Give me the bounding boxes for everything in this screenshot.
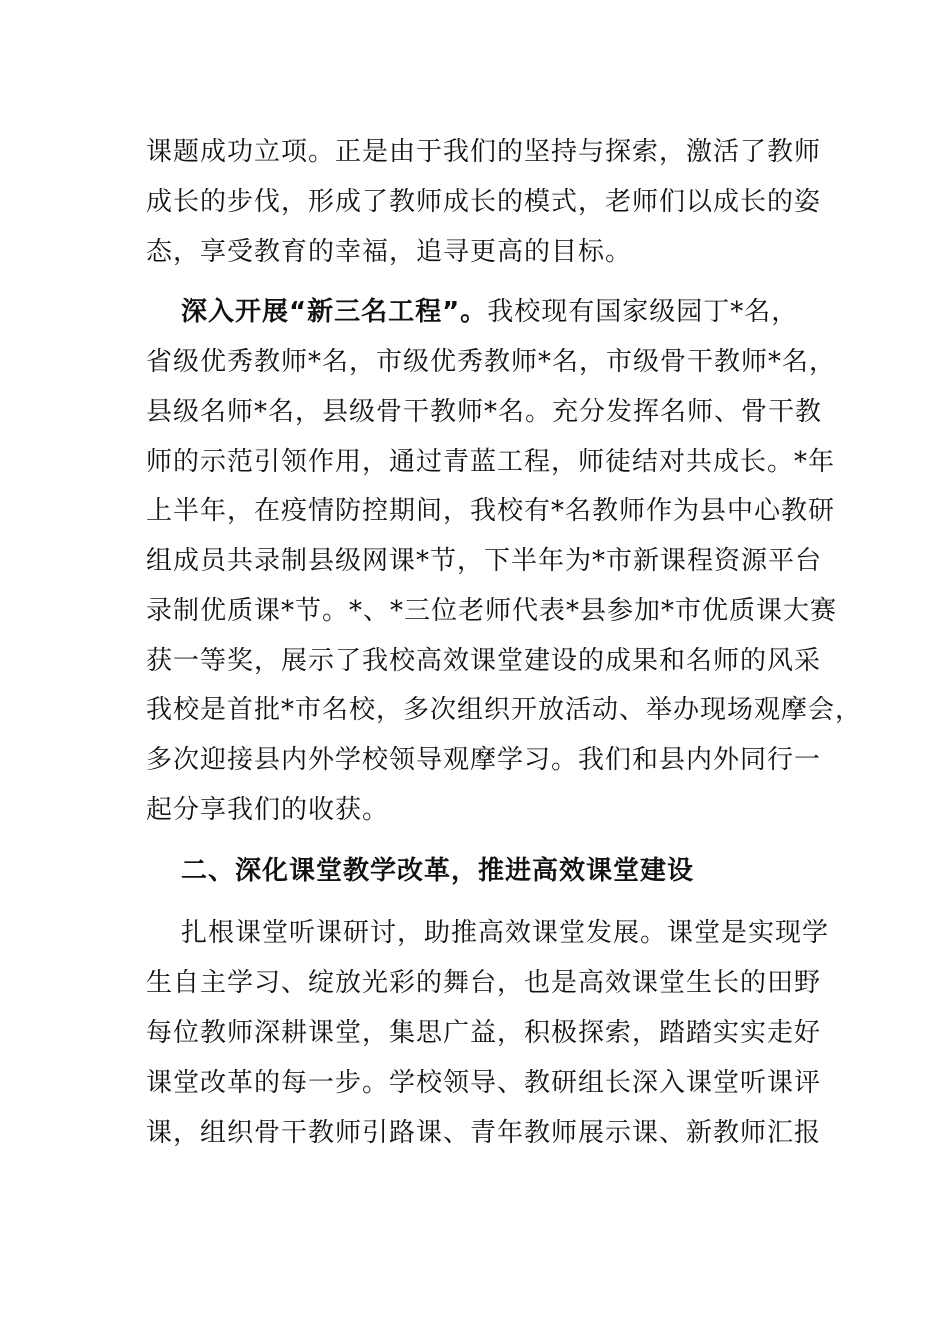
paragraph-line: 省级优秀教师*名，市级优秀教师*名，市级骨干教师*名， [146,347,837,377]
paragraph-line: 师的示范引领作用，通过青蓝工程，师徒结对共成长。*年 [146,447,836,477]
paragraph-line: 多次迎接县内外学校领导观摩学习。我们和县内外同行一 [146,745,822,775]
paragraph-line: 每位教师深耕课堂，集思广益，积极探索，踏踏实实走好 [146,1018,822,1048]
paragraph-line: 组成员共录制县级网课*节，下半年为*市新课程资源平台 [146,546,823,576]
paragraph-line: 课，组织骨干教师引路课、青年教师展示课、新教师汇报 [146,1118,822,1148]
paragraph-first-line: 扎根课堂听课研讨，助推高效课堂发展。课堂是实现学 [181,918,830,948]
paragraph-line: 起分享我们的收获。 [146,795,390,825]
paragraph-first-line [181,292,826,332]
section-heading: 二、深化课堂教学改革，推进高效课堂建设 [181,856,695,886]
paragraph-line: 上半年，在疫情防控期间，我校有*名教师作为县中心教研 [146,496,836,526]
paragraph-line: 课题成功立项。正是由于我们的坚持与探索，激活了教师 [146,137,822,167]
paragraph-line: 我校是首批*市名校，多次组织开放活动、举办现场观摩会， [146,695,863,725]
paragraph-line: 获一等奖，展示了我校高效课堂建设的成果和名师的风采 [146,646,822,676]
paragraph-line: 成长的步伐，形成了教师成长的模式，老师们以成长的姿 [146,187,822,217]
paragraph-text: 我校现有国家级园丁*名， [487,297,799,327]
paragraph-line: 课堂改革的每一步。学校领导、教研组长深入课堂听课评 [146,1068,822,1098]
paragraph-line: 录制优质课*节。*、*三位老师代表*县参加*市优质课大赛 [146,596,838,626]
bold-lead-phrase: 深入开展“新三名工程”。 [181,297,488,327]
paragraph-line: 生自主学习、绽放光彩的舞台，也是高效课堂生长的田野 [146,968,822,998]
paragraph-line: 县级名师*名，县级骨干教师*名。充分发挥名师、骨干教 [146,397,823,427]
paragraph-line: 态，享受教育的幸福，追寻更高的目标。 [146,237,633,267]
